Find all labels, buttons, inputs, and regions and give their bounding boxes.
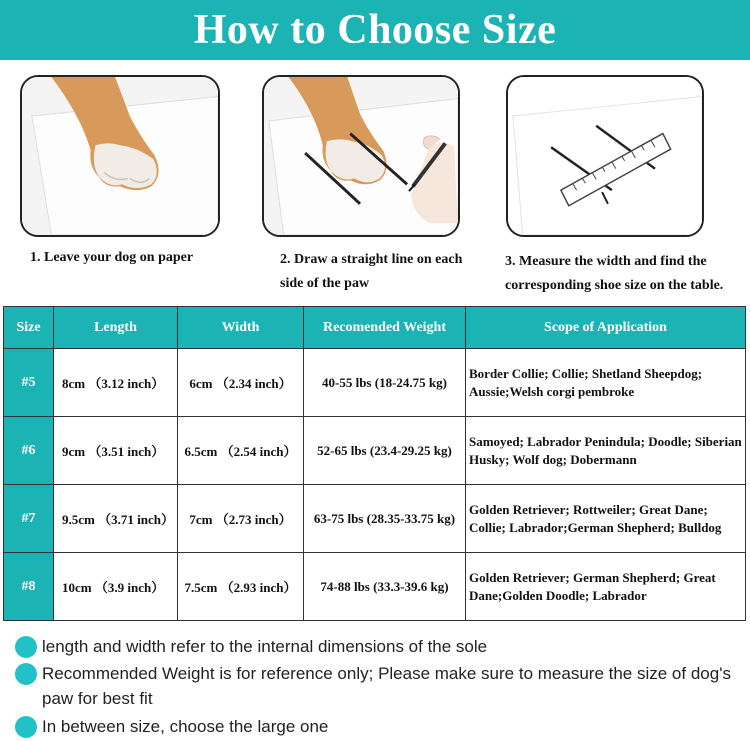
header-width: Width	[178, 307, 304, 349]
bullet-dot-icon	[15, 663, 37, 685]
draw-lines-beside-paw-icon	[264, 77, 458, 235]
weight-cell: 74-88 lbs (33.3-39.6 kg)	[304, 553, 466, 621]
table-row	[4, 417, 746, 485]
width-cell: 6cm （2.34 inch）	[178, 349, 304, 417]
step-3-image	[506, 75, 704, 237]
ruler-measure-lines-icon	[508, 77, 702, 235]
step-1-image	[20, 75, 220, 237]
size-cell: #5	[4, 349, 54, 417]
header-scope: Scope of Application	[466, 307, 746, 349]
note-text: length and width refer to the internal dimensions of the sole	[42, 637, 488, 656]
step-3-caption: 3. Measure the width and find the corresponding shoe size on the table.	[505, 254, 724, 293]
step-1-caption: 1. Leave your dog on paper	[30, 250, 194, 265]
table-header-row	[4, 307, 746, 349]
table-row	[4, 553, 746, 621]
header-weight: Recomended Weight	[304, 307, 466, 349]
header-size: Size	[4, 307, 54, 349]
note-item	[15, 634, 735, 659]
page-title: How to Choose Size	[193, 7, 557, 53]
note-text: Recommended Weight is for reference only; Please make sure to measure the size of dog's paw for best fit	[42, 664, 731, 708]
width-cell: 6.5cm （2.54 inch）	[178, 417, 304, 485]
length-cell: 8cm （3.12 inch）	[54, 349, 178, 417]
width-cell: 7.5cm （2.93 inch）	[178, 553, 304, 621]
bullet-dot-icon	[15, 716, 37, 738]
header-length: Length	[54, 307, 178, 349]
length-cell: 9cm （3.51 inch）	[54, 417, 178, 485]
table-row	[4, 485, 746, 553]
bullet-dot-icon	[15, 636, 37, 658]
size-cell: #7	[4, 485, 54, 553]
size-chart-table	[3, 306, 746, 621]
scope-cell: Golden Retriever; German Shepherd; Great Dane;Golden Doodle; Labrador	[466, 553, 746, 621]
scope-cell: Samoyed; Labrador Penindula; Doodle; Siberian Husky; Wolf dog; Dobermann	[466, 417, 746, 485]
width-cell: 7cm （2.73 inch）	[178, 485, 304, 553]
weight-cell: 52-65 lbs (23.4-29.25 kg)	[304, 417, 466, 485]
table-row	[4, 349, 746, 417]
length-cell: 9.5cm （3.71 inch）	[54, 485, 178, 553]
size-cell: #8	[4, 553, 54, 621]
size-cell: #6	[4, 417, 54, 485]
step-2-caption: 2. Draw a straight line on each side of the paw	[280, 252, 463, 291]
title-banner	[0, 0, 750, 60]
length-cell: 10cm （3.9 inch）	[54, 553, 178, 621]
step-2-image	[262, 75, 460, 237]
note-text: In between size, choose the large one	[42, 717, 329, 736]
note-item	[15, 661, 735, 711]
scope-cell: Golden Retriever; Rottweiler; Great Dane; Collie; Labrador;German Shepherd; Bulldog	[466, 485, 746, 553]
note-item	[15, 714, 735, 739]
weight-cell: 63-75 lbs (28.35-33.75 kg)	[304, 485, 466, 553]
dog-paw-on-paper-icon	[22, 77, 218, 235]
scope-cell: Border Collie; Collie; Shetland Sheepdog; Aussie;Welsh corgi pembroke	[466, 349, 746, 417]
weight-cell: 40-55 lbs (18-24.75 kg)	[304, 349, 466, 417]
